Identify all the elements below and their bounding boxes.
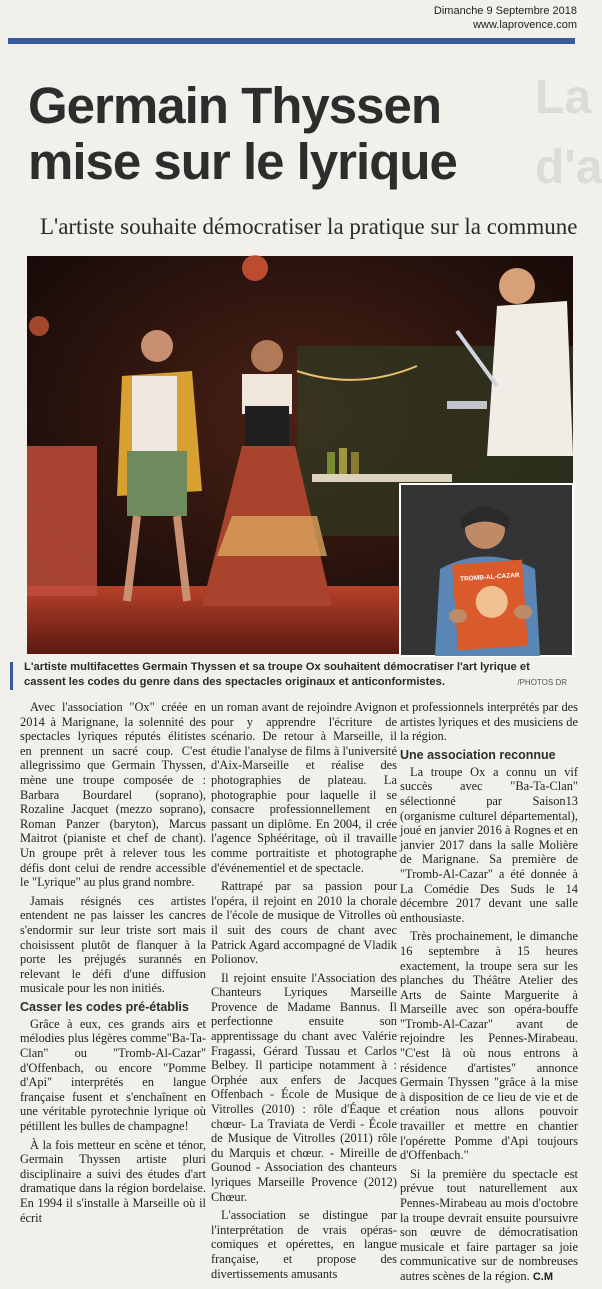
poster-title: TROMB-AL-CAZAR	[459, 571, 520, 584]
paragraph: Avec l'association "Ox" créée en 2014 à Marignane, la solennité des spectacles lyriques réputés élitistes en prennent un sacré coup. C'est allegrissimo que Germain Thyssen, mène une troupe composée de : Barbara Bourdarel (soprano), Rozaline Jacquet (mezzo soprano), Roman Panzer (baryton), Marcus Maitrot (pianiste et chef de chant). Un groupe prêt à relever tous les défis dont celui de rendre accessible le "Lyrique" au plus grand nombre.	[20, 700, 206, 890]
header-rule	[8, 38, 575, 44]
header-dateline	[434, 4, 577, 32]
section-heading: Une association reconnue	[400, 747, 556, 762]
paragraph: un roman avant de rejoindre Avignon pour y apprendre l'écriture de scénario. De retour à Marseille, il étudie l'analyse de films à l'université d'Aix-Marseille et réalise des photographies de plateau. La photographie pour laquelle il se consacre professionnellement en passant un diplôme. En 2004, il crée l'agence Sphééritage, où il travaille comme portraitiste et photographe d'événementiel et de spectacle.	[211, 700, 397, 875]
caption-marker	[10, 662, 13, 690]
paragraph: Rattrapé par sa passion pour l'opéra, il rejoint en 2010 la chorale de l'école de musique de Vitrolles où il suit des cours de chant avec Patrick Agard accompagné de Vladik Polionov.	[211, 879, 397, 967]
section-heading: Casser les codes pré-établis	[20, 999, 189, 1014]
paragraph: Très prochainement, le dimanche 16 septembre à 15 heures exactement, la troupe sera sur les planches du Théâtre Atelier des Arts de Sainte Marguerite à Marseille avec son opéra-bouffe "Tromb-Al-Cazar" avant de rejoindre les Pennes-Mirabeau. "C'est là où nous entrons à résidence d'artistes" annonce Germain Thyssen "grâce à la mise à disposition de ce lieu de vie et de création nous allons pouvoir travailler et mettre en chantier l'opérette Pomme d'Api toujours d'Offenbach."	[400, 929, 578, 1163]
paragraph: L'association se distingue par l'interprétation de vrais opéras-comiques et opérettes, en langue française, et propose des divertissements amusants	[211, 1208, 397, 1281]
photo-credit: /PHOTOS DR	[517, 678, 567, 687]
photo-caption: L'artiste multifacettes Germain Thyssen et sa troupe Ox souhaitent démocratiser l'art lyrique et cassent les codes du genre dans des spectacles originaux et anticonformistes.	[24, 661, 530, 688]
headline-line-2: mise sur le lyrique	[28, 133, 457, 190]
article-column-2	[211, 700, 397, 1285]
issue-date: Dimanche 9 Septembre 2018	[433, 5, 577, 17]
author-signature: C.M	[532, 1270, 553, 1283]
paragraph	[400, 1167, 578, 1285]
paragraph-text: Si la première du spectacle est prévue tout naturellement aux Pennes-Mirabeau au mois d'octobre la troupe devrait ensuite poursuivre son œuvre de démocratisation musicale et faire partager sa joie communicative sur de nombreuses autres scènes de la région.	[400, 1166, 578, 1283]
paragraph: Jamais résignés ces artistes entendent ne pas laisser les cancres s'endormir sur leur triste sort mais choisissent plutôt de flanquer à la porte les préjugés surannés en relevant le défi d'une diffusion musicale pour les non initiés.	[20, 893, 206, 996]
headline	[28, 78, 548, 190]
article-column-1	[20, 700, 206, 1229]
article-column-3	[400, 700, 578, 1289]
website-url: www.laprovence.com	[473, 19, 577, 31]
subheadline: L'artiste souhaite démocratiser la pratique sur la commune	[40, 214, 578, 239]
poster-in-hand	[452, 560, 528, 651]
bleed-through-text: La d'a	[535, 71, 602, 194]
paragraph: Grâce à eux, ces grands airs et mélodies plus légères comme"Ba-Ta-Clan" ou "Tromb-Al-Cazar" d'Offenbach, ou encore "Pomme d'Api" interprétés en langue française fusent et s'enchaînent en une véritable pyrotechnie lyrique où pétillent les bulles de champagne!	[20, 1016, 206, 1134]
inset-portrait-photo	[400, 484, 573, 656]
paragraph: Il rejoint ensuite l'Association des Chanteurs Lyriques Marseille Provence de Madame Bannus. Il perfectionne ensuite son apprentissage du chant avec Valérie Fragassi, Gérard Tussau et Carlos Belbey. Il participe notamment à : Orphée aux enfers de Jacques Offenbach - École de Musique de Vitrolles (2010) : rôle d'Éaque et chœur- La Traviata de Verdi - École de Musique de Vitrolles (2011) rôle du Marquis et chœur. - Mireille de Gounod - Association des chanteurs lyriques Marseille Provence (2012) Chœur.	[211, 970, 397, 1204]
paragraph: À la fois metteur en scène et ténor, Germain Thyssen artiste pluri disciplinaire a suivi des études d'art dramatique dans la région bordelaise. En 1994 il s'installe à Marseille où il écrit	[20, 1137, 206, 1225]
paragraph: La troupe Ox a connu un vif succès avec "Ba-Ta-Clan" sélectionné par Saison13 (organisme culturel départemental), joué en janvier 2016 à Rognes et en janvier 2017 dans la salle Molière de Marignane. Sa première de "Tromb-Al-Cazar" a été donnée à La Comédie Des Suds le 14 décembre 2017 devant une salle enthousiaste.	[400, 764, 578, 925]
headline-line-1: Germain Thyssen	[28, 77, 441, 134]
paragraph: et professionnels interprétés par des artistes lyriques et des musiciens de la région.	[400, 700, 578, 744]
